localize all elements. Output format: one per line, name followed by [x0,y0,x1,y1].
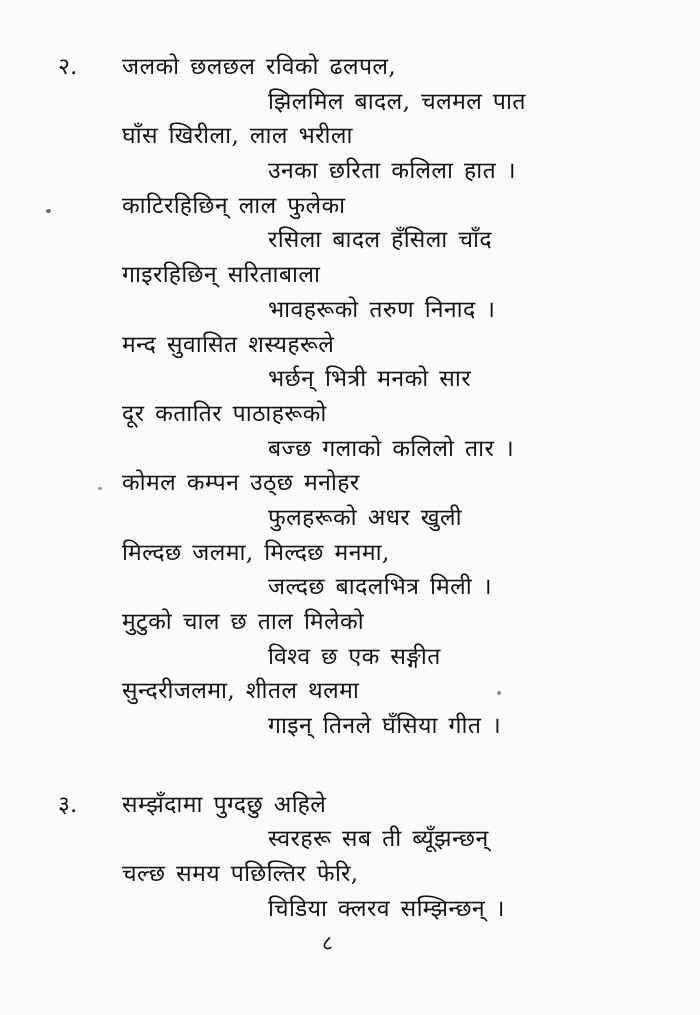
poem-line: झिलमिल बादल, चलमल पात [268,88,526,115]
page-number: ८ [322,931,333,955]
stanza-number: ३. [58,791,78,818]
poem-line: गाइरहिछिन् सरिताबाला [122,262,321,289]
poem-line: गाइन् तिनले घँसिया गीत । [268,713,502,740]
poem-line: उनका छरिता कलिला हात । [268,158,516,185]
poem-line: भावहरूको तरुण निनाद । [268,296,496,323]
poem-line: जलको छलछल रविको ढलपल, [122,54,397,80]
poem-body [58,50,680,927]
poem-line: मन्द सुवासित शस्यहरूले [122,331,335,358]
poem-line: भर्छन् भित्री मनको सार [268,366,472,393]
poem-line: दूर कतातिर पाठाहरूको [122,400,327,427]
stanza [58,788,680,927]
poem-line: बज्छ गलाको कलिलो तार । [268,435,515,462]
poem-line: जल्दछ बादलभित्र मिली । [268,574,492,601]
poem-line: मुटुको चाल छ ताल मिलेको [122,609,365,635]
poem-line: घाँस खिरीला, लाल भरीला [122,123,353,150]
poem-line: फुलहरूको अधर खुली [268,504,462,531]
poem-line: चल्छ समय पछिल्तिर फेरि, [122,861,359,888]
poem-line: स्वरहरू सब ती ब्यूँझन्छन् [268,826,489,853]
poem-line: सुन्दरीजलमा, शीतल थलमा [122,678,360,705]
scan-speck [46,209,51,213]
stanza [58,50,680,744]
stanza-number: २. [58,54,78,80]
scan-speck [497,691,501,695]
poem-line: काटिरहिछिन् लाल फुलेका [122,192,346,219]
scan-speck [98,487,102,490]
poem-line: मिल्दछ जलमा, मिल्दछ मनमा, [122,539,390,566]
poem-line: रसिला बादल हँसिला चाँद [268,227,492,254]
poem-line: कोमल कम्पन उठ्छ मनोहर [122,470,360,497]
poem-line: सम्झँदामा पुग्दछु अहिले [122,791,327,818]
poem-line: चिडिया क्लरव सम्झिन्छन् । [268,895,505,922]
poem-line: विश्व छ एक सङ्गीत [268,643,441,670]
